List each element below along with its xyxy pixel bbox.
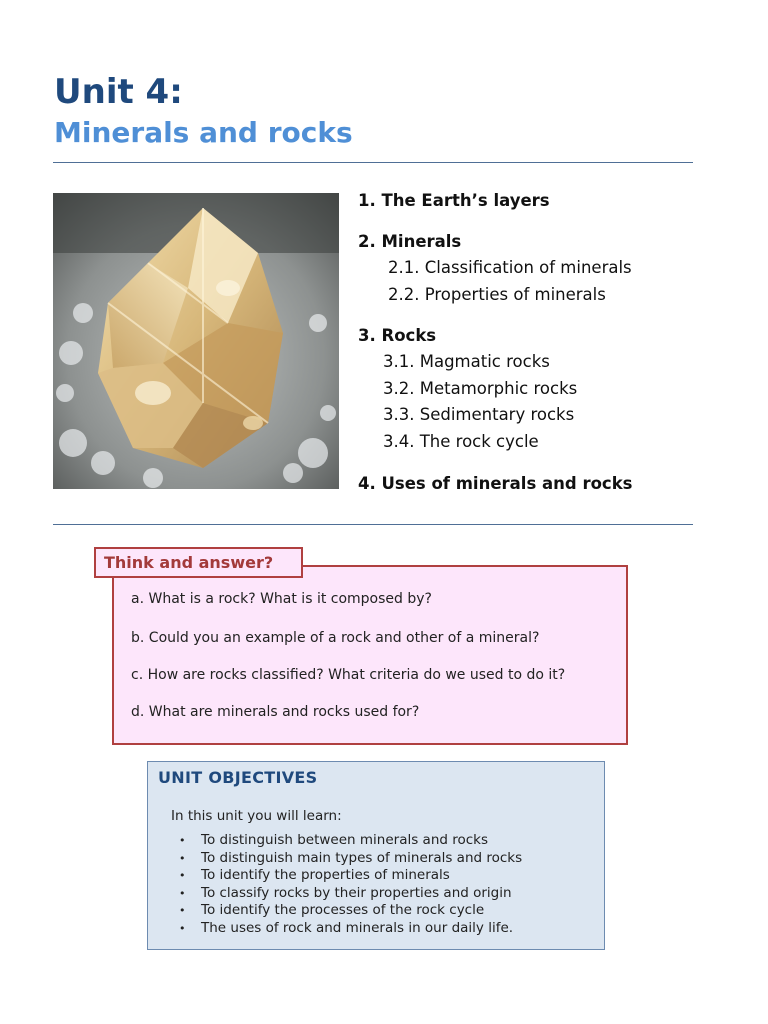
unit-objectives-box <box>147 761 605 950</box>
toc-section-3: 3. Rocks <box>358 326 437 346</box>
top-divider <box>53 162 693 163</box>
objective-text: To identify the properties of minerals <box>201 867 450 883</box>
list-item <box>148 920 522 938</box>
question-b: b. Could you an example of a rock and other of a mineral? <box>131 630 540 646</box>
objective-text: The uses of rock and minerals in our daily life. <box>201 919 514 936</box>
bullet-icon: • <box>179 834 186 847</box>
objective-text: To distinguish main types of minerals and rocks <box>201 849 523 866</box>
objectives-intro: In this unit you will learn: <box>171 808 342 824</box>
bullet-icon: • <box>179 869 186 882</box>
toc-item-3-3: 3.3. Sedimentary rocks <box>383 405 575 425</box>
objectives-list <box>148 832 522 937</box>
think-and-answer-label: Think and answer? <box>94 547 303 578</box>
objectives-title: UNIT OBJECTIVES <box>158 768 318 787</box>
toc-section-2: 2. Minerals <box>358 232 462 251</box>
toc-item-3-1: 3.1. Magmatic rocks <box>383 352 550 372</box>
toc-item-2-2: 2.2. Properties of minerals <box>388 284 606 304</box>
question-c: c. How are rocks classified? What criteria do we used to do it? <box>131 667 566 683</box>
list-item <box>148 885 522 903</box>
list-item <box>148 867 522 885</box>
table-of-contents <box>358 188 718 497</box>
toc-section-4: 4. Uses of minerals and rocks <box>358 473 633 493</box>
list-item <box>148 850 522 868</box>
bullet-icon: • <box>179 851 186 865</box>
bullet-icon: • <box>179 904 186 917</box>
objective-text: To identify the processes of the rock cycle <box>201 902 485 918</box>
list-item <box>148 832 522 850</box>
mineral-crystal-photo <box>53 193 339 489</box>
unit-title-heading: Minerals and rocks <box>54 116 353 149</box>
toc-item-2-1: 2.1. Classification of minerals <box>388 258 632 277</box>
toc-item-3-4: 3.4. The rock cycle <box>383 431 539 451</box>
question-d: d. What are minerals and rocks used for? <box>131 704 420 720</box>
bullet-icon: • <box>179 921 186 935</box>
objective-text: To distinguish between minerals and rocks <box>201 832 489 848</box>
question-a: a. What is a rock? What is it composed by? <box>131 591 432 607</box>
bottom-divider <box>53 524 693 525</box>
list-item <box>148 902 522 920</box>
toc-item-3-2: 3.2. Metamorphic rocks <box>383 378 578 398</box>
objective-text: To classify rocks by their properties and origin <box>201 884 512 901</box>
toc-section-1: 1. The Earth’s layers <box>358 191 550 210</box>
bullet-icon: • <box>179 886 186 900</box>
unit-number-heading: Unit 4: <box>54 72 183 112</box>
